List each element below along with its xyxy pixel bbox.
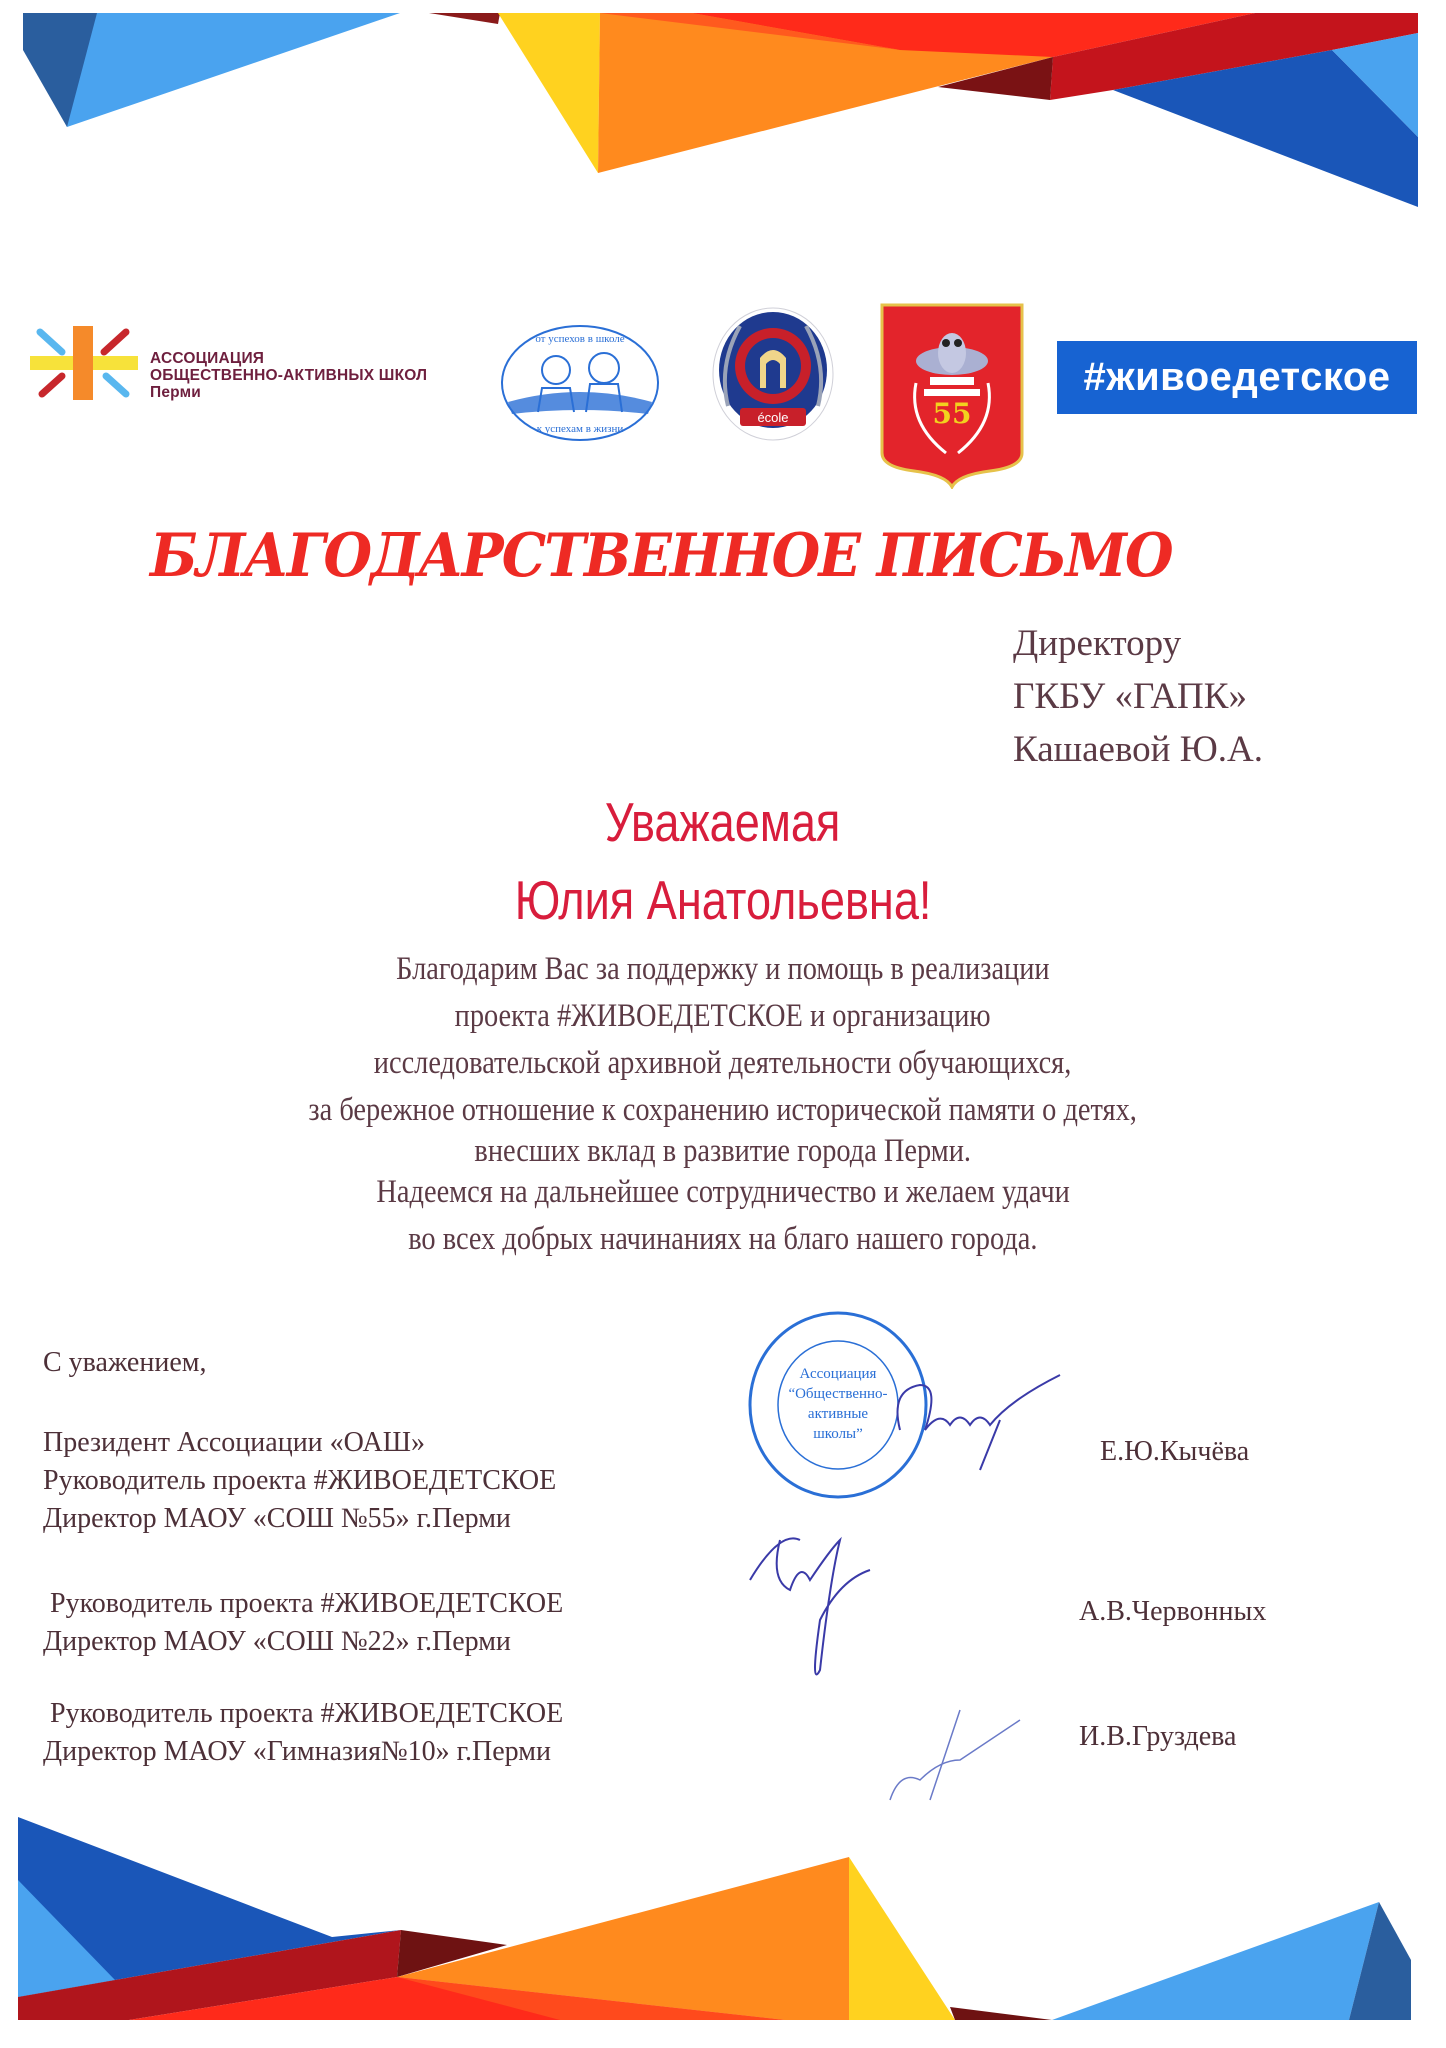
- recipient-organization: ГКБУ «ГАПК»: [1013, 676, 1247, 717]
- emblem-ribbon-text: école: [757, 410, 789, 425]
- recipient-name: Кашаевой Ю.А.: [1013, 729, 1263, 770]
- signatory-1-position: Директор МАОУ «СОШ №55» г.Перми: [43, 1503, 511, 1534]
- association-emblem-icon: [30, 326, 140, 400]
- signatory-3-position: Руководитель проекта #ЖИВОЕДЕТСКОЕ: [50, 1698, 564, 1729]
- svg-text:Ассоциация: Ассоциация: [799, 1366, 877, 1382]
- signatory-2-position: Руководитель проекта #ЖИВОЕДЕТСКОЕ: [50, 1588, 564, 1619]
- association-line-2: ОБЩЕСТВЕННО-АКТИВНЫХ ШКОЛ: [150, 367, 428, 384]
- body-line: Надеемся на дальнейшее сотрудничество и желаем удачи: [376, 1174, 1070, 1210]
- letter-title: БЛАГОДАРСТВЕННОЕ ПИСЬМО: [150, 521, 1172, 591]
- letter-body: [0, 946, 1446, 1263]
- greeting-line-1: [0, 782, 1446, 862]
- signatory-2-position: Директор МАОУ «СОШ №22» г.Перми: [43, 1626, 511, 1657]
- signatory-1-name: Е.Ю.Кычёва: [1100, 1436, 1250, 1467]
- recipient-block: [1013, 617, 1263, 776]
- signatory-2-name: А.В.Червонных: [1079, 1596, 1267, 1627]
- body-line: во всех добрых начинаниях на благо нашего города.: [408, 1221, 1038, 1257]
- signatory-3-positions: [43, 1695, 563, 1771]
- body-line: проекта #ЖИВОЕДЕТСКОЕ и организацию: [454, 998, 991, 1034]
- shield-number: 55: [932, 397, 972, 430]
- school22-emblem-icon: [710, 306, 836, 444]
- recipient-position: Директору: [1013, 623, 1182, 664]
- signatory-1-position: Президент Ассоциации «ОАШ»: [43, 1427, 425, 1458]
- signature-kycheva-icon: [880, 1370, 1080, 1480]
- greeting-line-2: [0, 860, 1446, 940]
- school-oval-logo-icon: [498, 322, 662, 444]
- svg-text:активные: активные: [807, 1406, 869, 1422]
- association-name: [150, 350, 427, 401]
- signature-gruzdeva-icon: [880, 1700, 1030, 1810]
- signatory-1-position: Руководитель проекта #ЖИВОЕДЕТСКОЕ: [43, 1465, 557, 1496]
- body-line: Благодарим Вас за поддержку и помощь в реализации: [396, 951, 1050, 987]
- signature-chervonnyh-icon: [740, 1520, 890, 1680]
- signatory-3-name: И.В.Груздева: [1079, 1721, 1237, 1752]
- oval-top-text: от успехов в школе: [535, 333, 625, 345]
- greeting-line-1-text: Уважаемая: [605, 791, 841, 853]
- svg-text:школы”: школы”: [813, 1426, 863, 1442]
- signatory-1-positions: [43, 1424, 556, 1538]
- svg-text:“Общественно-: “Общественно-: [788, 1386, 888, 1402]
- oval-bottom-text: к успехам в жизни: [536, 423, 624, 435]
- association-line-1: АССОЦИАЦИЯ: [150, 350, 265, 367]
- signatory-3-position: Директор МАОУ «Гимназия№10» г.Перми: [43, 1736, 551, 1767]
- body-line: исследовательской архивной деятельности обучающихся,: [374, 1045, 1072, 1081]
- greeting-line-2-text: Юлия Анатольевна!: [514, 869, 932, 931]
- signatory-2-positions: [43, 1585, 563, 1661]
- hashtag-badge: #живоедетское: [1057, 341, 1417, 414]
- body-line: за бережное отношение к сохранению исторической памяти о детях,: [308, 1092, 1138, 1128]
- body-line: внесших вклад в развитие города Перми.: [474, 1133, 972, 1169]
- association-line-3: Перми: [150, 384, 202, 401]
- school55-shield-icon: [880, 303, 1024, 489]
- closing-text: С уважением,: [43, 1347, 207, 1378]
